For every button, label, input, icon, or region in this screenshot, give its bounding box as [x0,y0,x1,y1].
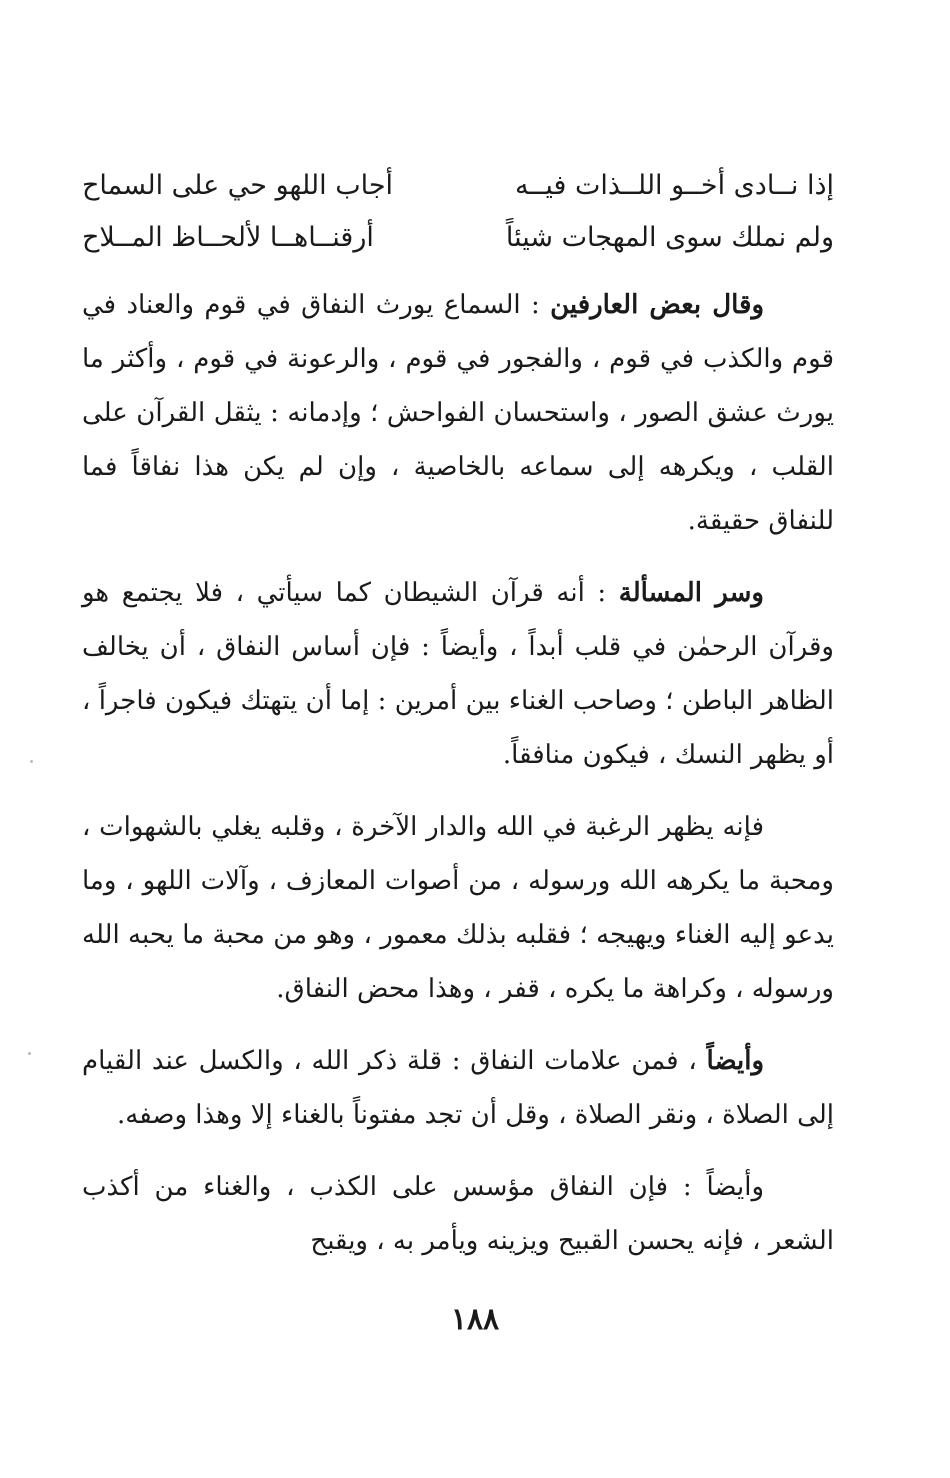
margin-speck [30,760,33,763]
paragraph [82,278,834,548]
paragraph-text: وأيضاً : فإن النفاق مؤسس على الكذب ، والغناء من أكذب الشعر ، فإنه يحسن القبيح ويزينه ويأمر به ، ويقبح [82,1172,834,1256]
verse-line [82,160,834,212]
paragraph-text: فإنه يظهر الرغبة في الله والدار الآخرة ، وقلبه يغلي بالشهوات ، ومحبة ما يكرهه الله ورسوله ، من أصوات المعازف ، وآلات اللهو ، وما يدعو إليه الغناء ويهيجه ؛ فقلبه بذلك معمور ، وهو من محبة ما يحبه الله ورسوله ، وكراهة ما يكره ، قفر ، وهذا محض النفاق. [82,812,834,1004]
margin-speck [28,1052,31,1055]
paragraph-text: : السماع يورث النفاق في قوم والعناد في قوم والكذب في قوم ، والفجور في قوم ، والرعونة في قوم ، وأكثر ما يورث عشق الصور ، واستحسان الفواحش ؛ وإدمانه : يثقل القرآن على القلب ، ويكرهه إلى سماعه بالخاصية ، وإن لم يكن هذا نفاقاً فما للنفاق حقيقة. [82,290,834,536]
paragraph-text: ، فمن علامات النفاق : قلة ذكر الله ، والكسل عند القيام إلى الصلاة ، ونقر الصلاة ، وقل أن تجد مفتوناً بالغناء إلا وهذا وصفه. [82,1046,834,1130]
paragraph-lead: وقال بعض العارفين [550,290,764,320]
paragraph [82,1160,834,1268]
paragraph [82,1034,834,1142]
verse-first-hemistich: ولم نملك سوى المهجات شيئاً [505,222,834,253]
verse-second-hemistich: أرقنــاهــا لألحــاظ المــلاح [82,222,374,253]
verse-second-hemistich: أجاب اللهو حي على السماح [82,170,394,201]
paragraph-lead: وسر المسألة [618,578,764,608]
page-body [82,160,834,1286]
verse-first-hemistich: إذا نــادى أخــو اللــذات فيــه [515,170,834,201]
paragraph-lead: وأيضاً [706,1046,764,1076]
paragraph [82,800,834,1016]
page-number: ١٨٨ [450,1302,500,1337]
poem-verses [82,160,834,264]
paragraph-text: : أنه قرآن الشيطان كما سيأتي ، فلا يجتمع هو وقرآن الرحمٰن في قلب أبداً ، وأيضاً : فإن أساس النفاق ، أن يخالف الظاهر الباطن ؛ وصاحب الغناء بين أمرين : إما أن يتهتك فيكون فاجراً ، أو يظهر النسك ، فيكون منافقاً. [82,578,834,770]
paragraph [82,566,834,782]
verse-line [82,212,834,264]
